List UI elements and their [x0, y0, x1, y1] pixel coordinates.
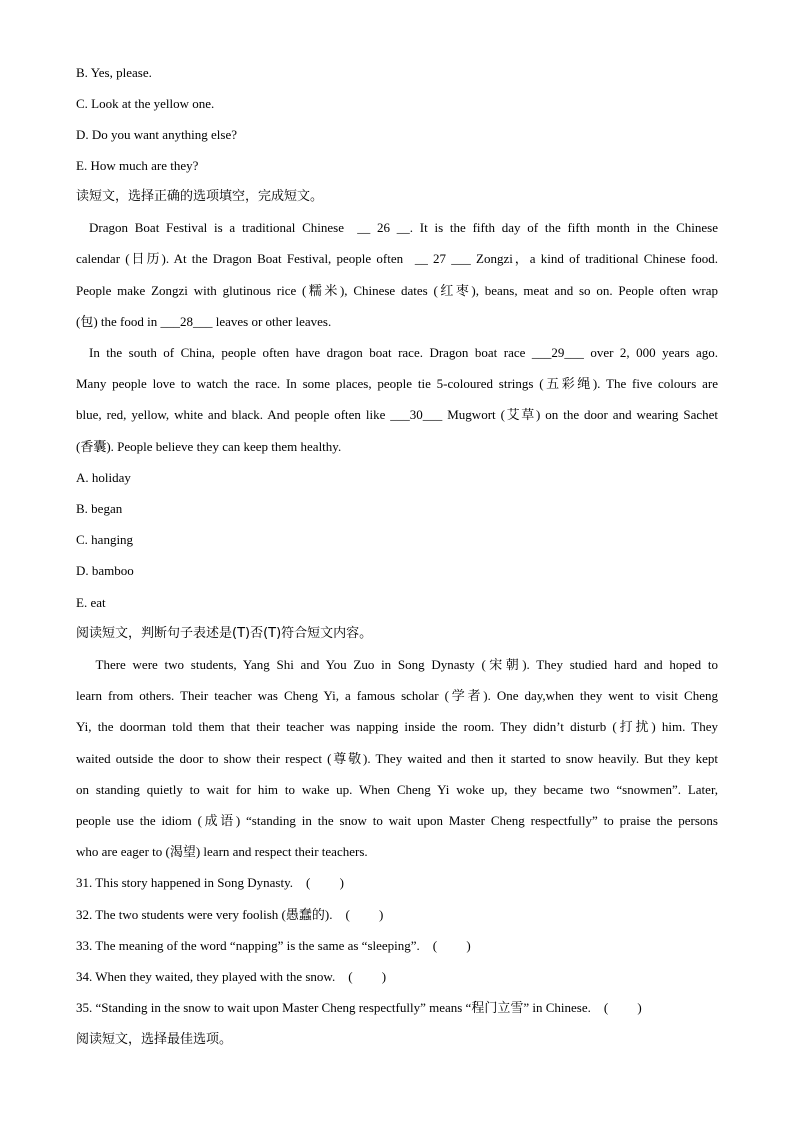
choice-b: B. began	[76, 501, 123, 516]
option-b: B. Yes, please.	[76, 65, 152, 80]
question-33: 33. The meaning of the word “napping” is the same as “sleeping”. ( )	[76, 938, 471, 953]
passage-line: who are eager to (渴望) learn and respect their teachers.	[76, 844, 368, 859]
choice-e: E. eat	[76, 595, 106, 610]
passage-line: calendar (日历). At the Dragon Boat Festival, people often __ 27 ___ Zongzi，a kind of traditional Chinese food.	[76, 251, 718, 266]
passage-line: (香囊). People believe they can keep them healthy.	[76, 439, 342, 454]
section-heading-cloze: 读短文，选择正确的选项填空，完成短文。	[76, 189, 324, 204]
passage-line: learn from others. Their teacher was Cheng Yi, a famous scholar (学者). One day,when they went to visit Cheng	[76, 688, 718, 703]
passage-line: Yi, the doorman told them that their teacher was napping inside the room. They didn’t disturb (打扰) him. They	[76, 719, 718, 734]
passage-line: waited outside the door to show their respect (尊敬). They waited and then it started to snow heavily. But they kept	[76, 751, 718, 766]
question-31: 31. This story happened in Song Dynasty. ( )	[76, 875, 344, 890]
section-heading-reading: 阅读短文，选择最佳选项。	[76, 1032, 233, 1047]
choice-d: D. bamboo	[76, 563, 134, 578]
choice-c: C. hanging	[76, 532, 134, 547]
question-32: 32. The two students were very foolish (愚蠢的). ( )	[76, 907, 384, 922]
passage-line: Dragon Boat Festival is a traditional Chinese __ 26 __. It is the fifth day of the fifth month in the Chinese	[76, 220, 718, 235]
passage-line: (包) the food in ___28___ leaves or other leaves.	[76, 314, 332, 329]
passage-line: In the south of China, people often have dragon boat race. Dragon boat race ___29___ over 2, 000 years ago.	[76, 345, 718, 360]
choice-a: A. holiday	[76, 470, 131, 485]
question-35: 35. “Standing in the snow to wait upon Master Cheng respectfully” means “程门立雪” in Chinese. ( )	[76, 1000, 642, 1015]
passage-line: Many people love to watch the race. In some places, people tie 5-coloured strings (五彩绳). The five colours are	[76, 376, 718, 391]
option-d: D. Do you want anything else?	[76, 127, 238, 142]
passage-line: people use the idiom (成语) “standing in the snow to wait upon Master Cheng respectfully” to praise the persons	[76, 813, 718, 828]
question-34: 34. When they waited, they played with the snow. ( )	[76, 969, 387, 984]
passage-line: on standing quietly to wait for him to wake up. When Cheng Yi woke up, they became two “snowmen”. Later,	[76, 782, 718, 797]
passage-line: There were two students, Yang Shi and You Zuo in Song Dynasty (宋朝). They studied hard and hoped to	[76, 657, 718, 672]
passage-line: People make Zongzi with glutinous rice (糯米), Chinese dates (红枣), beans, meat and so on. People often wrap	[76, 283, 718, 298]
section-heading-true-false: 阅读短文，判断句子表述是(T)否(T)符合短文内容。	[76, 626, 373, 641]
option-e: E. How much are they?	[76, 158, 199, 173]
passage-line: blue, red, yellow, white and black. And people often like ___30___ Mugwort (艾草) on the door and wearing Sachet	[76, 407, 718, 422]
option-c: C. Look at the yellow one.	[76, 96, 215, 111]
